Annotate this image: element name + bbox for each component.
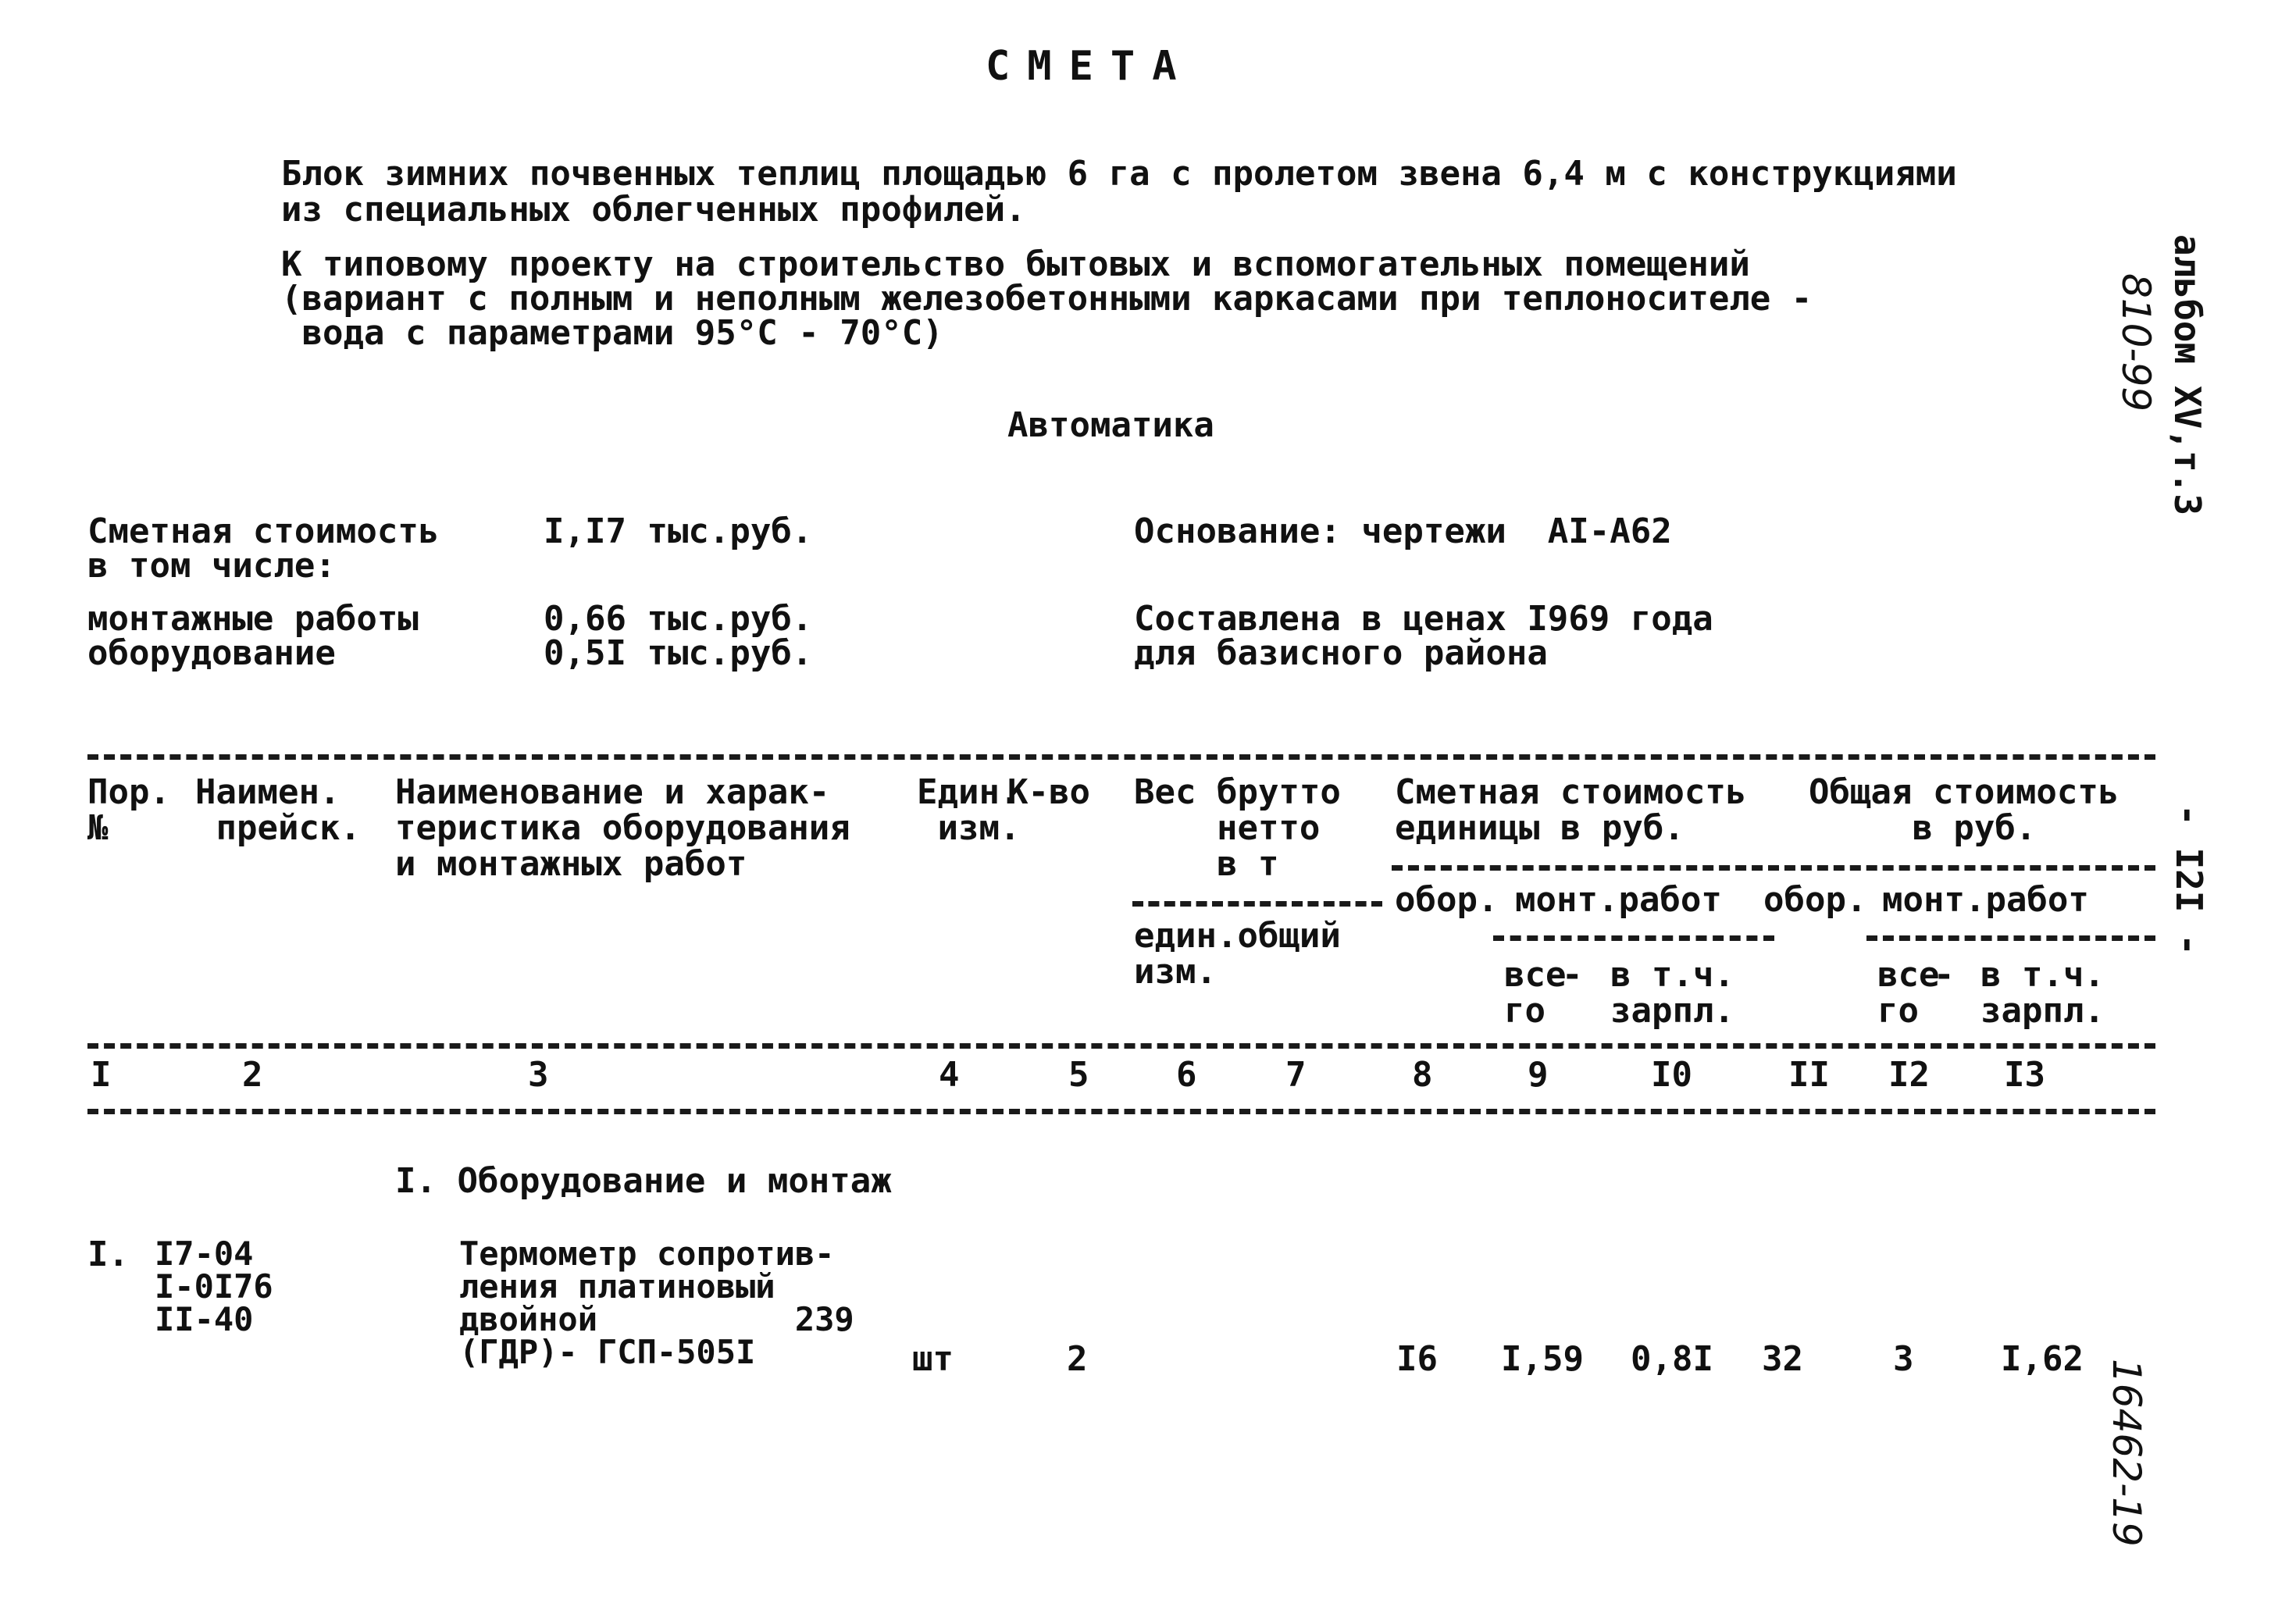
mont-sub-rule-1 — [1493, 935, 1774, 941]
col-num-6: 6 — [1176, 1055, 1197, 1095]
header-total-vsego: все го — [1877, 955, 1940, 1031]
header-unit-obor: обор. — [1395, 880, 1499, 920]
header-total-obor: обор. — [1763, 880, 1867, 920]
col-num-1: I — [91, 1055, 112, 1095]
header-weight-sub: един.общий изм. — [1134, 916, 1341, 992]
project-line-1: К типовому проекту на строительство бытовых и вспомогательных помещений — [281, 244, 1750, 284]
row-unit-obor: I6 — [1396, 1339, 1438, 1379]
row-unit-mont: I,59 — [1501, 1339, 1584, 1379]
col-num-10: I0 — [1651, 1055, 1692, 1095]
header-row-number: Пор. № — [87, 772, 170, 848]
col-numbers-rule — [87, 1109, 2155, 1114]
row-name-2: ления платиновый — [459, 1267, 775, 1306]
header-dash-2: - — [1934, 955, 1955, 995]
col-num-3: 3 — [528, 1055, 549, 1095]
col-num-9: 9 — [1528, 1055, 1549, 1095]
equip-value: 0,5I тыс.руб. — [544, 633, 813, 673]
col-num-8: 8 — [1412, 1055, 1433, 1095]
row-total-zarpl: I,62 — [2001, 1339, 2084, 1379]
incl-label: в том числе: — [87, 546, 336, 586]
header-total-zarpl: в т.ч. зарпл. — [1980, 955, 2105, 1031]
row-code-2: I-0I76 — [155, 1267, 273, 1306]
row-total-obor: 32 — [1762, 1339, 1803, 1379]
header-unit: Един. изм. — [917, 772, 1021, 848]
col-num-13: I3 — [2004, 1055, 2045, 1095]
unit-cost-rule — [1392, 865, 2155, 871]
header-weight: Вес брутто нетто в т — [1134, 772, 1341, 884]
col-num-12: I2 — [1888, 1055, 1930, 1095]
section-title: Автоматика — [1007, 405, 1214, 445]
album-label: альбом XV,т.3 — [2166, 234, 2209, 516]
header-dash-1: - — [1562, 955, 1583, 995]
mont-sub-rule-2 — [1866, 935, 2155, 941]
album-handwritten: 810-99 — [2113, 273, 2159, 412]
header-quantity: К-во — [1007, 772, 1090, 812]
header-unit-vsego: все го — [1504, 955, 1567, 1031]
header-total-mont: монт.работ — [1882, 880, 2089, 920]
page-title: СМЕТА — [986, 43, 1194, 90]
header-unit-mont: монт.работ — [1515, 880, 1722, 920]
col-num-2: 2 — [242, 1055, 263, 1095]
row-code-1: I7-04 — [155, 1235, 254, 1273]
weight-rule — [1132, 901, 1382, 907]
row-total-mont: 3 — [1893, 1339, 1914, 1379]
mount-label: монтажные работы — [87, 599, 419, 639]
page-number: - I2I - — [2168, 804, 2210, 956]
cost-value: I,I7 тыс.руб. — [544, 511, 813, 551]
row-qty: 2 — [1067, 1339, 1088, 1379]
row-number: I. — [87, 1235, 129, 1274]
group-title: I. Оборудование и монтаж — [395, 1161, 892, 1201]
row-unit: шт — [912, 1339, 954, 1379]
object-line-1: Блок зимних почвенных теплиц площадью 6 га с пролетом звена 6,4 м с конструкциями — [281, 154, 1957, 194]
header-bottom-rule — [87, 1043, 2155, 1049]
header-pricelist: Наимен. прейск. — [195, 772, 361, 848]
row-name-3: двойной 239 — [459, 1300, 854, 1338]
row-code-3: II-40 — [155, 1300, 254, 1338]
cost-label: Сметная стоимость — [87, 511, 440, 551]
col-num-4: 4 — [939, 1055, 960, 1095]
row-name-4: (ГДР)- ГСП-505I — [459, 1333, 756, 1371]
document-handwritten: 16462-19 — [2104, 1359, 2149, 1547]
header-description: Наименование и харак- теристика оборудования и монтажных работ — [395, 772, 850, 884]
col-num-5: 5 — [1068, 1055, 1089, 1095]
mount-value: 0,66 тыс.руб. — [544, 599, 813, 639]
col-num-7: 7 — [1285, 1055, 1307, 1095]
table-top-rule — [87, 754, 2155, 760]
row-unit-zarpl: 0,8I — [1631, 1339, 1713, 1379]
equip-label: оборудование — [87, 633, 336, 673]
header-unit-cost: Сметная стоимость единицы в руб. — [1395, 772, 1747, 848]
project-line-3: вода с параметрами 95°С - 70°С) — [281, 313, 943, 353]
col-num-11: II — [1788, 1055, 1830, 1095]
project-line-2: (вариант с полным и неполным железобетонными каркасами при теплоносителе - — [281, 279, 1813, 319]
header-total-cost: Общая стоимость в руб. — [1809, 772, 2120, 848]
object-line-2: из специальных облегченных профилей. — [281, 190, 1026, 230]
prices-line-2: для базисного района — [1134, 633, 1548, 673]
prices-line-1: Составлена в ценах I969 года — [1134, 599, 1713, 639]
header-unit-zarpl: в т.ч. зарпл. — [1610, 955, 1734, 1031]
row-name-1: Термометр сопротив- — [459, 1235, 835, 1273]
basis-text: Основание: чертежи AI-A62 — [1134, 511, 1672, 551]
